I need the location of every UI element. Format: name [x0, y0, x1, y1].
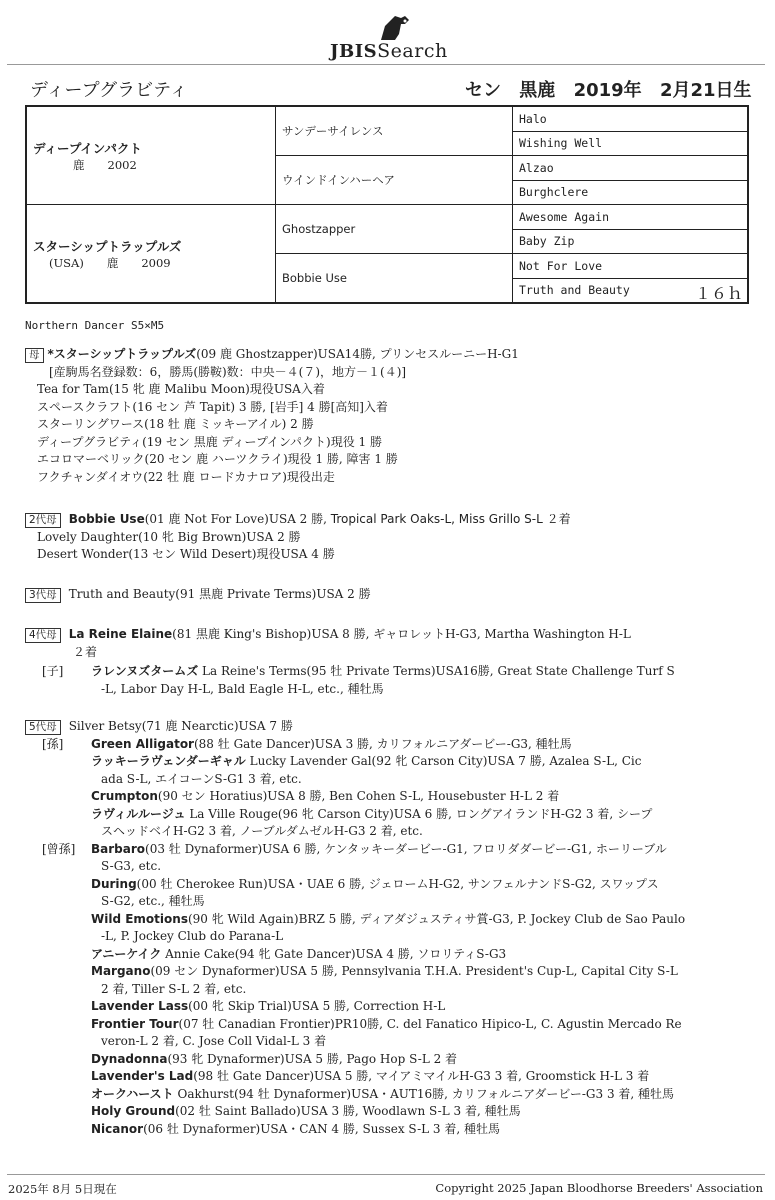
- offspring-item: Lovely Daughter(10 牝 Big Brown)USA 2 勝: [37, 529, 301, 544]
- header-divider: [7, 64, 765, 65]
- g4-name[interactable]: La Reine Elaine: [68, 627, 173, 641]
- descendant-name[interactable]: ラヴィルルージュ: [91, 806, 186, 821]
- descendant-row: [25, 1016, 685, 1034]
- g3-cell[interactable]: Halo: [513, 106, 749, 131]
- g2-rest: (01 鹿 Not For Love)USA 2 勝,: [144, 512, 331, 526]
- footer-divider: [7, 1174, 765, 1175]
- horse-logo-icon: [375, 12, 415, 42]
- descendant-name[interactable]: Green Alligator: [91, 736, 194, 751]
- descendant-name[interactable]: Wild Emotions: [91, 911, 188, 926]
- dam-name[interactable]: スターシップトラップルズ: [33, 238, 182, 254]
- descendant-row: [25, 1068, 685, 1086]
- g5-section: [25, 718, 685, 1138]
- g3-section: [25, 586, 371, 604]
- descendant-cont: -L, P. Jockey Club do Parana-L: [101, 929, 284, 943]
- descendant-detail: (98 牡 Gate Dancer)USA 5 勝, マイアミマイルH-G3 3 着, Groomstick H-L 3 着: [193, 1069, 650, 1083]
- relation-tag: [孫]: [42, 736, 64, 751]
- section-label: 3代母: [25, 588, 61, 603]
- horse-date: 2月21日生: [659, 80, 752, 101]
- section-label: 2代母: [25, 513, 61, 528]
- logo-text: [330, 40, 448, 62]
- family-number: １６ｈ: [694, 283, 743, 303]
- dam-cell: [26, 205, 276, 304]
- descendant-detail: (00 牝 Skip Trial)USA 5 勝, Correction H-L: [188, 999, 446, 1013]
- g3-cell[interactable]: Awesome Again: [513, 205, 749, 230]
- descendant-detail: Annie Cake(94 牝 Gate Dancer)USA 4 勝, ソロリティS-G3: [161, 946, 507, 961]
- descendant-detail: (02 牡 Saint Ballado)USA 3 勝, Woodlawn S-L 3 着, 種牡馬: [175, 1104, 521, 1118]
- descendant-detail: (93 牝 Dynaformer)USA 5 勝, Pago Hop S-L 2 着: [167, 1051, 458, 1066]
- descendant-row: [25, 736, 685, 754]
- descendant-name[interactable]: Dynadonna: [91, 1051, 168, 1066]
- descendant-detail: Lucky Lavender Gal(92 牝 Carson City)USA 7 勝, Azalea S-L, Cic: [245, 754, 642, 768]
- descendant-detail: (06 牡 Dynaformer)USA・CAN 4 勝, Sussex S-L 3 着, 種牡馬: [143, 1121, 501, 1136]
- g4-section: [25, 626, 675, 698]
- descendant-name[interactable]: Holy Ground: [91, 1104, 176, 1118]
- descendant-row: [25, 841, 685, 859]
- dam-produce-summary: [産駒馬名登録数：6，勝馬(勝鞍)数：中央－４(７)，地方－１(４)]: [49, 364, 407, 379]
- g2-name[interactable]: Bobbie Use: [68, 512, 145, 526]
- descendant-detail: (03 牡 Dynaformer)USA 6 勝, ケンタッキーダービー-G1, フロリダダービー-G1, ホーリーブル: [145, 841, 667, 856]
- descendant-detail: (90 セン Horatius)USA 8 勝, Ben Cohen S-L, Housebuster H-L 2 着: [157, 789, 560, 803]
- g2-races: Tropical Park Oaks-L, Miss Grillo S-L: [330, 512, 543, 526]
- g5-descendants: [25, 736, 685, 1139]
- descendant-cont: veron-L 2 着, C. Jose Coll Vidal-L 3 着: [101, 1034, 327, 1048]
- inbreeding: Northern Dancer S5×M5: [25, 319, 165, 332]
- g3-cell[interactable]: Wishing Well: [513, 131, 749, 156]
- section-label: 5代母: [25, 720, 61, 735]
- sire-name[interactable]: ディープインパクト: [33, 140, 142, 156]
- logo: [0, 12, 775, 60]
- footer-copyright: Copyright 2025 Japan Bloodhorse Breeders' Association: [435, 1181, 763, 1195]
- descendant-cont: ada S-L, エイコーンS-G1 3 着, etc.: [101, 771, 302, 786]
- g3-cell[interactable]: Burghclere: [513, 180, 749, 205]
- descendant-name[interactable]: Crumpton: [91, 789, 158, 803]
- horse-name: ディープグラビティ: [30, 80, 188, 101]
- horse-info: [465, 76, 752, 102]
- descendant-cont: S-G3, etc.: [101, 859, 162, 873]
- descendant-row: [25, 998, 685, 1016]
- g2-cell[interactable]: Ghostzapper: [276, 205, 513, 254]
- horse-sex: セン: [465, 80, 501, 101]
- descendant-row: [25, 1051, 685, 1069]
- g4-child-cont: -L, Labor Day H-L, Bald Eagle H-L, etc., 種牡馬: [101, 681, 384, 696]
- descendant-detail: (00 牡 Cherokee Run)USA・UAE 6 勝, ジェロームH-G2, サンフェルナンドS-G2, スワップス: [136, 876, 659, 891]
- sire-sub: 鹿 2002: [73, 157, 137, 172]
- pedigree-table: [25, 105, 749, 304]
- logo-suffix: Search: [377, 40, 448, 62]
- descendant-name[interactable]: Margano: [91, 964, 151, 978]
- offspring-item: ディープグラビティ(19 セン 黒鹿 ディープインパクト)現役 1 勝: [37, 434, 382, 449]
- descendant-row: [25, 963, 685, 981]
- descendant-row: [25, 806, 685, 824]
- descendant-cont: スヘッドベイH-G2 3 着, ノーブルダムゼルH-G3 2 着, etc.: [101, 824, 423, 838]
- child-tag: [子]: [42, 664, 64, 678]
- dam-section: [25, 346, 519, 486]
- g4-child-rest: La Reine's Terms(95 牡 Private Terms)USA16勝, Great State Challenge Turf S: [198, 664, 675, 678]
- offspring-item: Desert Wonder(13 セン Wild Desert)現役USA 4 勝: [37, 547, 335, 561]
- descendant-detail: (90 牝 Wild Again)BRZ 5 勝, ディアダジュスティサ賞-G3, P. Jockey Club de Sao Paulo: [187, 911, 686, 926]
- g4-child-name[interactable]: ラレンヌズタームズ: [91, 664, 199, 678]
- sire-cell: [26, 106, 276, 205]
- descendant-row: [25, 876, 685, 894]
- g3-cell-name[interactable]: Truth and Beauty: [519, 283, 630, 298]
- descendant-detail: (88 牡 Gate Dancer)USA 3 勝, カリフォルニアダービー-G3, 種牡馬: [193, 736, 572, 751]
- g4-cont: ２着: [73, 644, 98, 659]
- descendant-name[interactable]: Lavender's Lad: [91, 1069, 194, 1083]
- descendant-cont: S-G2, etc., 種牡馬: [101, 894, 205, 908]
- descendant-name[interactable]: アニーケイク: [91, 946, 162, 961]
- descendant-name[interactable]: Nicanor: [91, 1121, 144, 1136]
- g3-cell: [513, 278, 749, 303]
- descendant-detail: Oakhurst(94 牡 Dynaformer)USA・AUT16勝, カリフォルニアダービー-G3 3 着, 種牡馬: [173, 1086, 675, 1101]
- g2-section: [25, 511, 571, 564]
- offspring-item: スペースクラフト(16 セン 芦 Tapit) 3 勝, [岩手] 4 勝[高知]入着: [37, 399, 388, 414]
- descendant-row: [25, 1103, 685, 1121]
- descendant-detail: (07 牡 Canadian Frontier)PR10勝, C. del Fanatico Hipico-L, C. Agustin Mercado Re: [178, 1016, 682, 1031]
- offspring-item: スターリングワース(18 牡 鹿 ミッキーアイル) 2 勝: [37, 417, 314, 431]
- logo-brand: JBIS: [330, 41, 378, 62]
- descendant-row: [25, 1121, 685, 1139]
- section-label: 母: [25, 348, 44, 363]
- horse-color: 黒鹿: [519, 80, 556, 101]
- dam-line-name[interactable]: *スターシップトラップルズ: [47, 347, 197, 361]
- descendant-row: [25, 1086, 685, 1104]
- dam-sub: (USA) 鹿 2009: [49, 255, 171, 270]
- g2-tail: ２着: [546, 512, 571, 526]
- descendant-cont: 2 着, Tiller S-L 2 着, etc.: [101, 981, 247, 996]
- g2-cell[interactable]: ウインドインハーヘア: [276, 156, 513, 205]
- g3-text: Truth and Beauty(91 黒鹿 Private Terms)USA 2 勝: [68, 587, 371, 601]
- g3-cell[interactable]: Not For Love: [513, 254, 749, 279]
- offspring-item: Tea for Tam(15 牝 鹿 Malibu Moon)現役USA入着: [37, 382, 325, 396]
- g2-cell[interactable]: Bobbie Use: [276, 254, 513, 304]
- descendant-row: [25, 788, 685, 806]
- g4-rest: (81 黒鹿 King's Bishop)USA 8 勝, ギャロレットH-G3, Martha Washington H-L: [172, 627, 631, 641]
- descendant-name[interactable]: Frontier Tour: [91, 1016, 179, 1031]
- g5-text: Silver Betsy(71 鹿 Nearctic)USA 7 勝: [68, 719, 293, 733]
- footer-date: 2025年 8月 5日現在: [8, 1182, 117, 1196]
- descendant-name[interactable]: ラッキーラヴェンダーギャル: [91, 754, 246, 768]
- descendant-detail: (09 セン Dynaformer)USA 5 勝, Pennsylvania T.H.A. President's Cup-L, Capital City S-L: [150, 964, 678, 978]
- descendant-name[interactable]: Lavender Lass: [91, 999, 189, 1013]
- g3-cell[interactable]: Baby Zip: [513, 229, 749, 254]
- descendant-detail: La Ville Rouge(96 牝 Carson City)USA 6 勝, ロングアイランドH-G2 3 着, シープ: [185, 806, 653, 821]
- section-label: 4代母: [25, 628, 61, 643]
- offspring-item: フクチャンダイオウ(22 牡 鹿 ロードカナロア)現役出走: [37, 469, 335, 484]
- descendant-name[interactable]: Barbaro: [91, 841, 146, 856]
- horse-year: 2019年: [573, 80, 642, 101]
- descendant-row: [25, 946, 685, 964]
- g3-cell[interactable]: Alzao: [513, 156, 749, 181]
- descendant-row: [25, 753, 685, 771]
- descendant-name[interactable]: During: [91, 876, 137, 891]
- offspring-item: エコロマーベリック(20 セン 鹿 ハーツクライ)現役 1 勝, 障害 1 勝: [37, 452, 398, 466]
- dam-line-rest: (09 鹿 Ghostzapper)USA14勝, プリンセスルーニーH-G1: [196, 347, 519, 361]
- relation-tag: [曾孫]: [42, 841, 76, 856]
- descendant-row: [25, 911, 685, 929]
- g2-cell[interactable]: サンデーサイレンス: [276, 106, 513, 156]
- descendant-name[interactable]: オークハースト: [91, 1086, 174, 1101]
